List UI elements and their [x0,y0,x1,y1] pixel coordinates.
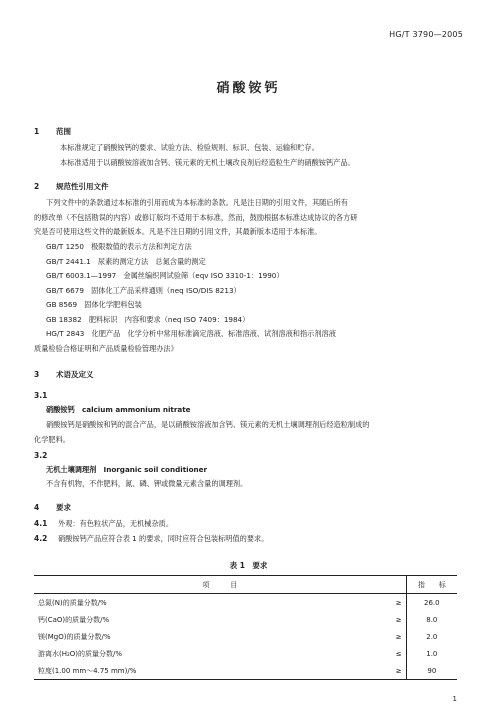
document-title: 硝酸铵钙 [216,81,281,96]
table-row [34,628,457,645]
table-caption: 表 1 要求 [229,561,268,570]
reference-item: GB 18382 肥料标识 内容和要求（neq ISO 7409：1984） [46,314,250,324]
scope-paragraph-2: 本标准适用于以硝酸铵溶液加含钙、镁元素的无机土壤改良剂后经造粒生产的硝酸铵钙产品。 [60,157,355,167]
item-cell: 总氮(N)的质量分数/% [38,598,107,607]
standard-number: HG/T 3790—2005 [389,30,463,39]
table-row [34,594,457,612]
definition-3-2-text: 不含有机物，不作肥料，氮、磷、钾或微量元素含量的调理剂。 [46,479,248,488]
definition-3-1-text: 硝酸铵钙是硝酸铵和钙的混合产品，是以硝酸铵溶液加含钙、镁元素的无机土壤调理剂后经造粒制成的 化学肥料。 [34,420,370,444]
intro-line: 下列文件中的条款通过本标准的引用而成为本标准的条款。凡是注日期的引用文件，其随后所有 [46,198,348,207]
operator-cell: ≥ [384,628,407,645]
column-header-item: 项 目 [34,576,406,594]
section-4-items [34,517,464,546]
page-number: 1 [452,695,457,703]
definition-3-2-term: 无机土壤调理剂 Inorganic soil conditioner [46,465,208,474]
value-cell: 26.0 [424,598,440,607]
value-cell: 2.0 [426,632,438,641]
reference-tail: 质量检验合格证明和产品质量检验管理办法》 [34,344,178,353]
section-1-heading: 1 范围 [34,127,71,136]
operator-cell: ≥ [384,662,407,680]
requirements-table [34,575,457,680]
value-cell: 90 [406,662,457,680]
reference-item: GB/T 6679 固体化工产品采样通则（neq ISO/DIS 8213） [46,285,241,295]
requirement-item: 4.1 外观：有色粒状产品，无机械杂质。 [34,519,174,528]
definition-3-1-term: 硝酸铵钙 calcium ammonium nitrate [46,405,191,414]
item-cell: 粒度(1.00 mm～4.75 mm)/% [34,662,384,680]
scope-paragraph-1: 本标准规定了硝酸铵钙的要求、试验方法、检验规则、标识、包装、运输和贮存。 [60,143,319,152]
table-row [34,645,457,662]
table-row [34,662,457,680]
operator-cell: ≥ [384,611,407,628]
section-2-heading: 2 规范性引用文件 [34,182,109,191]
intro-line: 的修改单（不包括勘误的内容）或修订版均不适用于本标准，然而，鼓励根据本标准达成协议的各方研 [34,212,358,222]
operator-cell: ≥ [384,594,407,612]
definition-3-2-number: 3.2 [34,451,48,460]
reference-item: GB 8569 固体化学肥料包装 [46,300,142,309]
operator-cell: ≤ [384,645,407,662]
definition-3-1-number: 3.1 [34,391,48,400]
reference-list [46,240,466,342]
item-cell: 镁(MgO)的质量分数/% [38,632,111,641]
reference-item: GB/T 1250 极限数值的表示方法和判定方法 [46,242,192,251]
reference-item: HG/T 2843 化肥产品 化学分析中常用标准滴定溶液、标准溶液、试剂溶液和指示剂溶液 [46,329,336,338]
intro-line: 究是否可使用这些文件的最新版本。凡是不注日期的引用文件，其最新版本适用于本标准。 [34,227,322,236]
requirement-item: 4.2 硝酸铵钙产品应符合表 1 的要求，同时应符合包装标明值的要求。 [34,533,269,543]
table-header-row [34,576,457,594]
section-2-intro [34,196,464,240]
item-cell: 游离水(H₂O)的质量分数/% [38,649,123,658]
column-header-index: 指 标 [406,576,457,594]
section-4-heading: 4 要求 [34,503,71,512]
value-cell: 1.0 [426,649,438,658]
item-cell: 钙(CaO)的质量分数/% [38,615,110,624]
table-row [34,611,457,628]
value-cell: 8.0 [426,615,438,624]
reference-item: GB/T 2441.1 尿素的测定方法 总氮含量的测定 [46,256,206,266]
section-3-heading: 3 术语及定义 [34,370,94,379]
section-1-body [46,141,480,170]
reference-item: GB/T 6003.1—1997 金属丝编织网试验筛（eqv ISO 3310-1：1990） [46,271,284,280]
